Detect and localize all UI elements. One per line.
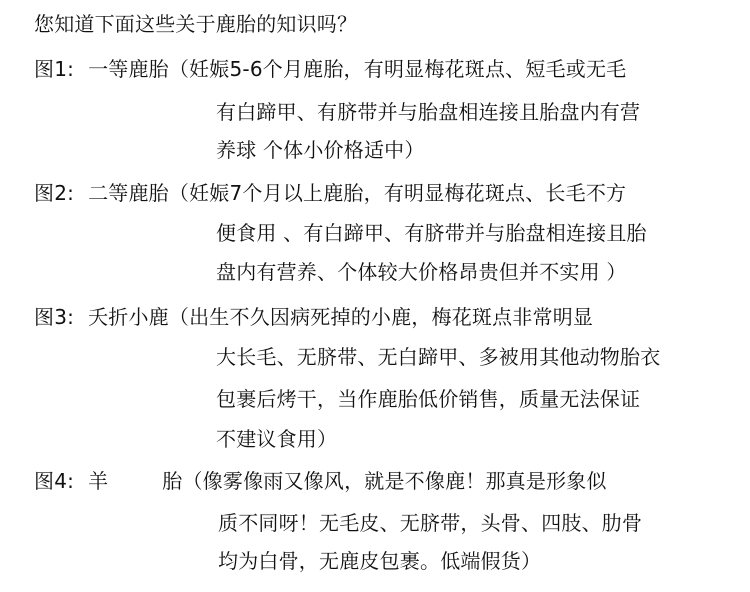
item-3-line-1: （出生不久因病死掉的小鹿，梅花斑点非常明显	[168, 305, 594, 329]
item-3-name: 夭折小鹿	[88, 305, 169, 329]
item-1-line-1: （妊娠5-6个月鹿胎，有明显梅花斑点、短毛或无毛	[168, 57, 627, 81]
item-3-line-2: 大长毛、无脐带、无白蹄甲、多被用其他动物胎衣	[216, 345, 661, 369]
item-3-first-line	[34, 304, 593, 330]
item-1-line-2: 有白蹄甲、有脐带并与胎盘相连接且胎盘内有营	[216, 100, 641, 124]
item-4-name-part-1: 羊	[88, 469, 109, 493]
item-1-name: 一等鹿胎	[88, 57, 169, 81]
item-2-first-line	[34, 180, 626, 206]
item-2-line-1: （妊娠7个月以上鹿胎，有明显梅花斑点、长毛不方	[168, 181, 627, 205]
item-3-line-3: 包裹后烤干，当作鹿胎低价销售，质量无法保证	[216, 387, 641, 411]
item-4-first-line	[34, 468, 607, 494]
item-1-label: 图1:	[34, 57, 75, 81]
item-3-label: 图3:	[34, 305, 75, 329]
item-2-name: 二等鹿胎	[88, 181, 169, 205]
item-3-line-4: 不建议食用）	[216, 427, 338, 451]
item-4-line-3: 均为白骨，无鹿皮包裹。低端假货）	[218, 549, 542, 573]
item-2-line-2: 便食用 、有白蹄甲、有脐带并与胎盘相连接且胎	[216, 221, 647, 245]
item-2-label: 图2:	[34, 181, 75, 205]
item-1-first-line	[34, 56, 626, 82]
item-4-line-2: 质不同呀！无毛皮、无脐带，头骨、四肢、肋骨	[218, 511, 643, 535]
item-4-label: 图4:	[34, 469, 75, 493]
item-4-name-part-2: 胎	[162, 469, 183, 493]
item-2-line-3: 盘内有营养、个体较大价格昂贵但并不实用 ）	[216, 260, 627, 284]
intro-question: 您知道下面这些关于鹿胎的知识吗？	[34, 12, 358, 36]
item-1-line-3: 养球 个体小价格适中）	[216, 138, 425, 162]
item-4-line-1: （像雾像雨又像风，就是不像鹿！那真是形象似	[182, 469, 607, 493]
